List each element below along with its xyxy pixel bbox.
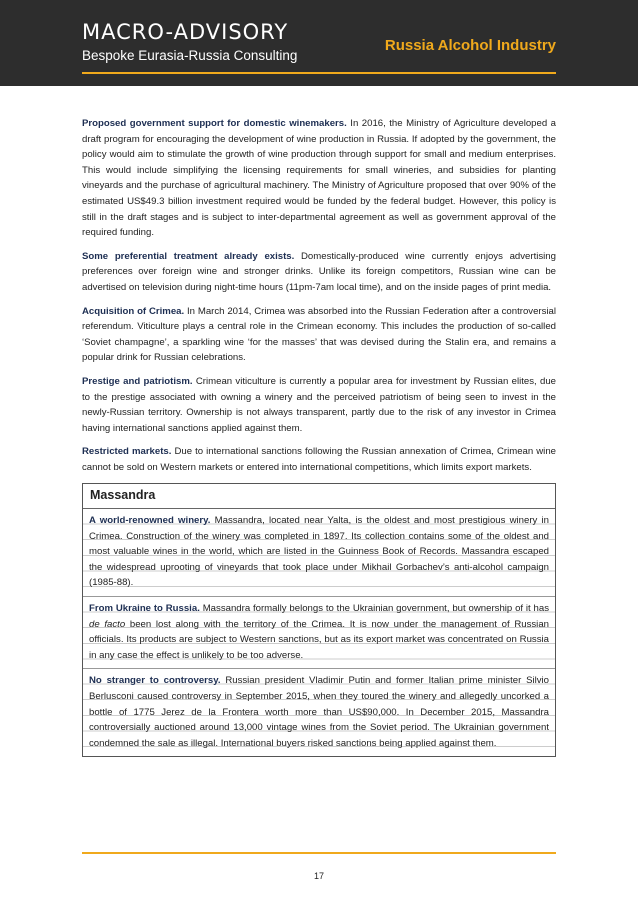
box-paragraph-lead: From Ukraine to Russia. <box>89 603 200 615</box>
paragraph-lead: Prestige and patriotism. <box>82 375 193 387</box>
box-paragraph <box>83 509 555 597</box>
paragraph-text: Domestically-produced wine currently enjoys advertising preferences over foreign wine and stronger drinks. Unlike its foreign competitors, Russian wine can be advertised on television during night-time hours (11pm-7am local time), and on the inside pages of print media. <box>82 250 556 293</box>
header-rule <box>82 72 556 74</box>
box-paragraph-text: been lost along with the territory of the Crimea. It is now under the management of Russian officials. Its products are subject to Western sanctions, but as its export market was concentrated on Russia in any case the effect is unlikely to be too adverse. <box>89 618 549 661</box>
box-paragraph-text: Massandra, located near Yalta, is the oldest and most prestigious winery in Crimea. Construction of the winery was completed in 1897. Its collection contains some of the oldest and most valuable wines in the world, which are listed in the Guinness Book of Records. Massandra escaped the widespread uprooting of vineyards that took place under Mikhail Gorbachev’s anti-alcohol campaign (1985-88). <box>89 515 550 589</box>
box-paragraph-text: Massandra formally belongs to the Ukrainian government, but ownership of it has <box>199 603 550 615</box>
paragraph-text: Due to international sanctions following the Russian annexation of Crimea, Crimean wine cannot be sold on Western markets or entered into international competitions, which limits export markets. <box>82 446 556 473</box>
paragraph-lead: Some preferential treatment already exists. <box>82 250 295 262</box>
paragraph <box>82 374 556 436</box>
box-paragraph-lead: A world-renowned winery. <box>89 515 211 527</box>
paragraph <box>82 304 556 366</box>
paragraph <box>82 444 556 475</box>
paragraph-text: In March 2014, Crimea was absorbed into the Russian Federation after a controversial referendum. Viticulture plays a central role in the Crimean economy. This includes the production of so-called ‘Soviet champagne’, a sparkling wine ‘for the masses’ that was devised during the Stalin era, and remains a popular drink for Russian celebrations. <box>82 305 557 364</box>
box-paragraph-lead: No stranger to controversy. <box>89 675 221 687</box>
box-paragraph-text: Russian president Vladimir Putin and former Italian prime minister Silvio Berlusconi caused controversy in September 2015, when they toured the winery and allegedly uncorked a bottle of 1775 Jerez de la Frontera worth more than US$90,000. In December 2015, Massandra controversially auctioned around 13,000 vintage wines from the Soviet period. The Ukrainian government condemned the sale as illegal. International buyers risked sanctions being applied against them. <box>89 675 549 749</box>
paragraph <box>82 116 556 241</box>
footer-rule <box>82 852 556 854</box>
document-title: Russia Alcohol Industry <box>384 37 556 54</box>
paragraph <box>82 249 556 296</box>
box-paragraph-italic: de facto <box>89 618 126 630</box>
company-tagline: Bespoke Eurasia-Russia Consulting <box>82 48 298 63</box>
main-content <box>82 116 556 757</box>
box-paragraph <box>83 669 555 756</box>
paragraph-text: In 2016, the Ministry of Agriculture developed a draft program for encouraging the development of wine production in Russia. If adopted by the government, the policy would aim to stimulate the growth of wine production through support for small and medium enterprises. This would include simplifying the licensing requirements for small wineries, and subsidies for planting vineyards and the purchase of agricultural machinery. The Ministry of Agriculture proposed that over 90% of the estimated US$49.3 billion investment required would be funded by the federal budget. However, this policy is still in the draft stages and is subject to inter-departmental agreement as well as government approval of the required funding. <box>82 118 557 239</box>
box-paragraph <box>83 597 555 669</box>
paragraph-lead: Restricted markets. <box>82 446 172 458</box>
massandra-box <box>82 483 556 757</box>
page-number: 17 <box>313 871 324 881</box>
paragraph-lead: Proposed government support for domestic winemakers. <box>82 118 347 129</box>
paragraph-lead: Acquisition of Crimea. <box>82 305 185 317</box>
paragraph-text: Crimean viticulture is currently a popular area for investment by Russian elites, due to the prestige associated with owning a winery and the perceived patriotism of being seen to invest in the newly-Russian territory. Ownership is not always transparent, partly due to the risk of any investor in Crimea having international sanctions applied against them. <box>82 375 556 434</box>
box-title: Massandra <box>83 484 555 509</box>
company-logo: MACRO-ADVISORY <box>82 20 289 44</box>
